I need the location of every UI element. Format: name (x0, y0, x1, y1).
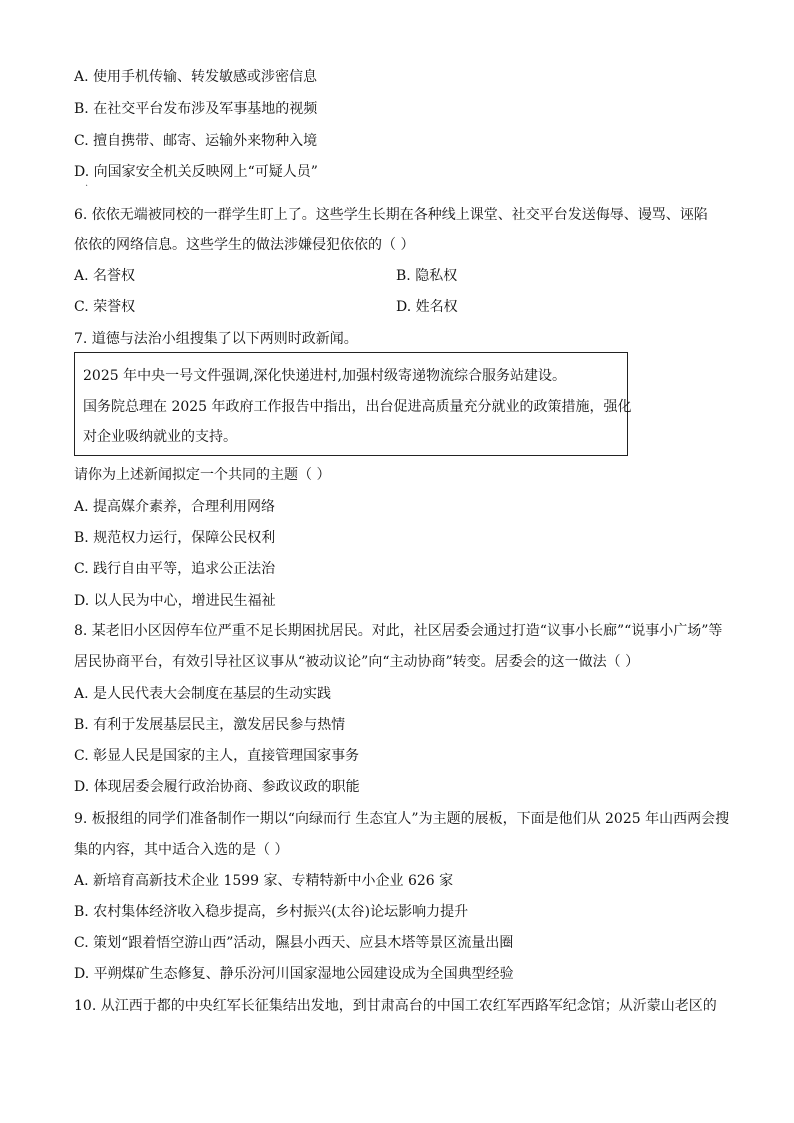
q9-stem-line1: 9. 板报组的同学们准备制作一期以“向绿而行 生态宜人”为主题的展板，下面是他们从 2025 年山西两会搜 (74, 811, 730, 827)
q6-stem-line1: 6. 依依无端被同校的一群学生盯上了。这些学生长期在各种线上课堂、社交平台发送侮辱、谩骂、诬陷 (74, 207, 708, 223)
q9-option-b: B. 农村集体经济收入稳步提高，乡村振兴(太谷)论坛影响力提升 (74, 904, 469, 920)
q7-news-line2: 国务院总理在 2025 年政府工作报告中指出，出台促进高质量充分就业的政策措施，强化 (83, 399, 632, 415)
q9-option-c: C. 策划“跟着悟空游山西”活动，隰县小西天、应县木塔等景区流量出圈 (74, 935, 514, 951)
q9-option-d: D. 平朔煤矿生态修复、静乐汾河川国家湿地公园建设成为全国典型经验 (74, 966, 514, 982)
q8-option-a: A. 是人民代表大会制度在基层的生动实践 (74, 686, 332, 702)
q7-news-line3: 对企业吸纳就业的支持。 (83, 429, 237, 445)
q7-question: 请你为上述新闻拟定一个共同的主题（ ） (74, 467, 331, 483)
q8-stem-line1: 8. 某老旧小区因停车位严重不足长期困扰居民。对此，社区居委会通过打造“议事小长廊”“说事小广场”等 (74, 623, 723, 639)
q8-option-b: B. 有利于发展基层民主，激发居民参与热情 (74, 717, 346, 733)
q8-stem-line2: 居民协商平台，有效引导社区议事从“被动议论”向“主动协商”转变。居委会的这一做法（ ） (74, 654, 640, 670)
q7-news-line1: 2025 年中央一号文件强调,深化快递进村,加强村级寄递物流综合服务站建设。 (83, 368, 566, 384)
q9-option-a: A. 新培育高新技术企业 1599 家、专精特新中小企业 626 家 (74, 873, 454, 889)
q7-news-box (74, 352, 632, 456)
q5-option-b: B. 在社交平台发布涉及军事基地的视频 (74, 101, 318, 117)
q6-option-b: B. 隐私权 (396, 268, 458, 284)
q6-option-c: C. 荣誉权 (74, 299, 136, 315)
q10-stem-line1: 10. 从江西于都的中央红军长征集结出发地，到甘肃高台的中国工农红军西路军纪念馆；从沂蒙山老区的 (74, 998, 717, 1014)
q8-option-d: D. 体现居委会履行政治协商、参政议政的职能 (74, 779, 360, 795)
q8-option-c: C. 彰显人民是国家的主人，直接管理国家事务 (74, 748, 360, 764)
q5-option-a: A. 使用手机传输、转发敏感或涉密信息 (74, 69, 318, 85)
q7-option-c: C. 践行自由平等，追求公正法治 (74, 561, 276, 577)
q7-stem: 7. 道德与法治小组搜集了以下两则时政新闻。 (74, 331, 358, 347)
q6-stem-line2: 依依的网络信息。这些学生的做法涉嫌侵犯依依的（ ） (74, 237, 415, 253)
q7-option-d: D. 以人民为中心，增进民生福祉 (74, 593, 276, 609)
q5-option-d: D. 向国家安全机关反映网上“可疑人员” (74, 164, 318, 180)
q7-option-a: A. 提高媒介素养，合理利用网络 (74, 499, 276, 515)
q9-stem-line2: 集的内容，其中适合入选的是（ ） (74, 842, 289, 858)
q5-option-c: C. 擅自携带、邮寄、运输外来物种入境 (74, 133, 318, 149)
q6-option-d: D. 姓名权 (396, 299, 458, 315)
stray-dot-mark: · (85, 181, 89, 192)
q7-option-b: B. 规范权力运行，保障公民权利 (74, 530, 276, 546)
q6-option-a: A. 名誉权 (74, 268, 136, 284)
